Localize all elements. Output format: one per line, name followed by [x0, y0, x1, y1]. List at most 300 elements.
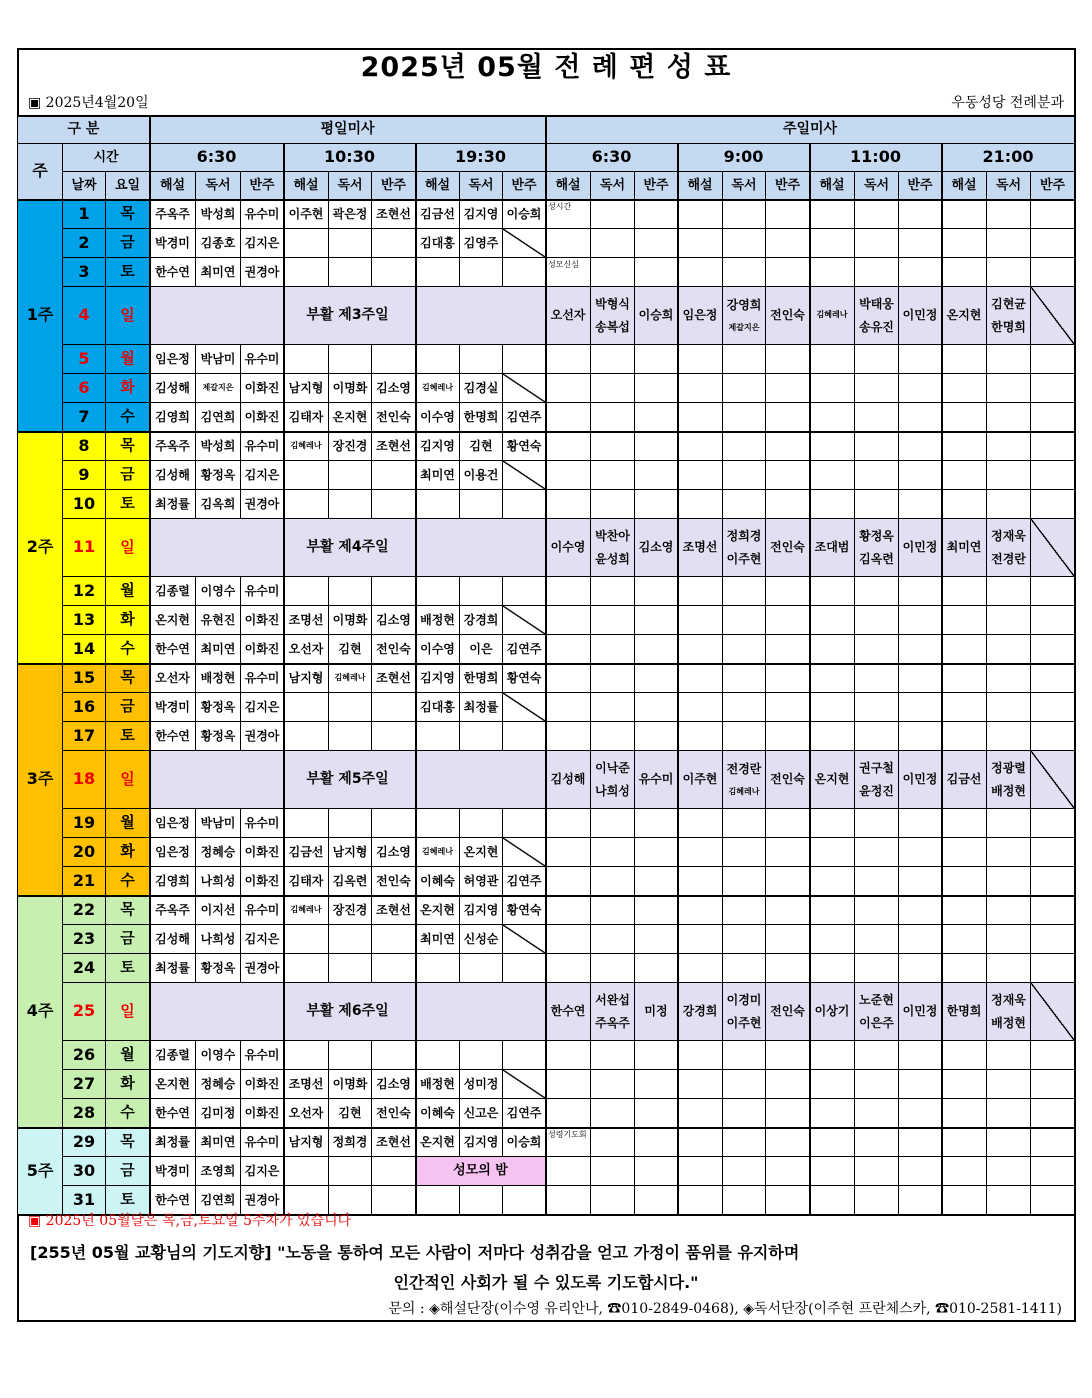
divider: [283, 144, 285, 1215]
sunday-slot: [987, 519, 1031, 577]
sunday-empty-slot: [766, 635, 810, 664]
minister-name: [329, 722, 372, 751]
sunday-slot: [942, 519, 987, 577]
sunday-empty-slot: [987, 896, 1031, 925]
minister-name: 배정현: [416, 1070, 460, 1099]
sunday-empty-slot: [987, 345, 1031, 374]
minister-name: 이명화: [329, 606, 372, 635]
minister-name: [460, 722, 503, 751]
minister-name: 미정: [644, 1004, 668, 1019]
sunday-empty-slot: [635, 461, 678, 490]
sunday-slot: [987, 983, 1031, 1041]
sunday-empty-slot: [1031, 925, 1075, 954]
contact-info: 문의 : ◈해설단장(이수영 유리안나, ☎010-2849-0468), ◈독서단장(이주현 프란체스카, ☎010-2581-1411): [388, 1301, 1062, 1317]
minister-name: [372, 1157, 416, 1186]
sunday-empty-slot: [766, 867, 810, 896]
minister-name: 황정옥: [196, 722, 241, 751]
minister-name: [284, 1041, 329, 1070]
week-label: 1주: [18, 200, 63, 432]
sunday-empty-slot: [899, 896, 942, 925]
minister-name: 나희성: [196, 867, 241, 896]
sunday-empty-slot: [855, 432, 899, 461]
minister-name: [503, 606, 546, 635]
sunday-slot: [678, 287, 723, 345]
sunday-empty-slot: [1031, 664, 1075, 693]
minister-name: 오선자: [550, 308, 586, 323]
sunday-empty-slot: [678, 664, 723, 693]
sunday-empty-slot: [899, 229, 942, 258]
minister-name: 김혜레나: [284, 896, 329, 925]
sunday-empty-slot: [1031, 461, 1075, 490]
minister-name: 유현진: [196, 606, 241, 635]
minister-name: 이화진: [241, 635, 284, 664]
sunday-slot: [591, 751, 635, 809]
sunday-empty-slot: [591, 200, 635, 229]
minister-name: 이혜숙: [416, 1099, 460, 1128]
day-of-week: 수: [106, 635, 150, 664]
sunday-empty-slot: [810, 693, 855, 722]
sunday-empty-slot: [987, 1128, 1031, 1157]
sunday-slot: [987, 287, 1031, 345]
sunday-empty-slot: [635, 693, 678, 722]
header-role: 해설: [810, 172, 855, 200]
header-role: 독서: [855, 172, 899, 200]
minister-name: 강경희: [682, 1004, 718, 1019]
sunday-empty-slot: [723, 1099, 766, 1128]
minister-name: 박경미: [150, 1157, 196, 1186]
sunday-empty-slot: [810, 1070, 855, 1099]
sunday-empty-slot: [1031, 345, 1075, 374]
minister-name: 정광렬: [991, 760, 1026, 775]
minister-name: [329, 693, 372, 722]
minister-name: [372, 809, 416, 838]
minister-name: [503, 1041, 546, 1070]
sunday-empty-slot: [942, 809, 987, 838]
sunday-empty-slot: [987, 490, 1031, 519]
minister-name: [416, 577, 460, 606]
sunday-slot: [1031, 751, 1075, 809]
sunday-empty-slot: [987, 461, 1031, 490]
sunday-empty-slot: [546, 229, 591, 258]
minister-name: [460, 490, 503, 519]
sunday-empty-slot: [942, 258, 987, 287]
sunday-empty-slot: [723, 809, 766, 838]
sunday-slot: [810, 519, 855, 577]
minister-name: 김영희: [150, 867, 196, 896]
sunday-empty-slot: [1031, 432, 1075, 461]
sunday-empty-slot: [591, 1186, 635, 1215]
minister-name: 김종호: [196, 229, 241, 258]
sunday-empty-slot: [810, 1099, 855, 1128]
minister-name: 김혜레나: [284, 432, 329, 461]
sunday-empty-slot: [635, 258, 678, 287]
minister-name: [503, 1186, 546, 1215]
minister-name: 온지현: [329, 403, 372, 432]
sunday-empty-slot: [723, 722, 766, 751]
sunday-empty-slot: [591, 664, 635, 693]
day-number: 15: [63, 664, 106, 693]
day-number: 8: [63, 432, 106, 461]
sunday-empty-slot: [678, 1128, 723, 1157]
sunday-empty-slot: [855, 1099, 899, 1128]
minister-name: 김성해: [150, 925, 196, 954]
minister-name: 정혜승: [196, 1070, 241, 1099]
sunday-empty-slot: [591, 374, 635, 403]
sunday-slot: [591, 287, 635, 345]
sunday-empty-slot: [678, 258, 723, 287]
minister-name: 김태자: [284, 403, 329, 432]
minister-name: 한수연: [550, 1004, 586, 1019]
sunday-empty-slot: [899, 664, 942, 693]
sunday-empty-slot: [678, 577, 723, 606]
sunday-slot: [987, 751, 1031, 809]
page-title: 2025년 05월 전 례 편 성 표: [360, 52, 732, 83]
sunday-empty-slot: [987, 374, 1031, 403]
sunday-empty-slot: [546, 432, 591, 461]
sunday-empty-slot: [942, 838, 987, 867]
sunday-slot: [1031, 519, 1075, 577]
minister-name: 전인숙: [372, 1099, 416, 1128]
sunday-empty-slot: [855, 925, 899, 954]
sunday-slot: [678, 983, 723, 1041]
minister-name: [329, 461, 372, 490]
header-role: 독서: [723, 172, 766, 200]
sunday-slot: [899, 983, 942, 1041]
minister-name: 김옥련: [859, 551, 894, 566]
day-number: 14: [63, 635, 106, 664]
minister-name: 전인숙: [372, 403, 416, 432]
day-of-week: 토: [106, 258, 150, 287]
minister-name: 김성해: [150, 461, 196, 490]
sunday-empty-slot: [591, 809, 635, 838]
slot-note: 성모신심: [546, 258, 591, 287]
sunday-empty-slot: [987, 200, 1031, 229]
minister-name: [503, 345, 546, 374]
sunday-empty-slot: [987, 867, 1031, 896]
minister-name: 임은정: [150, 809, 196, 838]
sunday-empty-slot: [899, 374, 942, 403]
minister-name: [416, 345, 460, 374]
sunday-empty-slot: [942, 403, 987, 432]
minister-name: 김지은: [241, 693, 284, 722]
sunday-empty-slot: [591, 693, 635, 722]
day-number: 4: [63, 287, 106, 345]
sunday-empty-slot: [678, 838, 723, 867]
sunday-empty-slot: [810, 1041, 855, 1070]
sunday-empty-slot: [546, 664, 591, 693]
day-of-week: 목: [106, 664, 150, 693]
sunday-empty-slot: [987, 664, 1031, 693]
sunday-empty-slot: [810, 722, 855, 751]
header-role: 해설: [678, 172, 723, 200]
day-of-week: 토: [106, 1186, 150, 1215]
sunday-slot: [766, 519, 810, 577]
sunday-empty-slot: [810, 200, 855, 229]
sunday-empty-slot: [723, 867, 766, 896]
sunday-empty-slot: [766, 1128, 810, 1157]
sunday-empty-slot: [942, 925, 987, 954]
minister-name: [372, 229, 416, 258]
sunday-empty-slot: [942, 490, 987, 519]
sunday-empty-slot: [810, 809, 855, 838]
header-role: 해설: [150, 172, 196, 200]
sunday-empty-slot: [635, 867, 678, 896]
sunday-empty-slot: [766, 577, 810, 606]
minister-name: 한명희: [460, 664, 503, 693]
sunday-empty-slot: [810, 954, 855, 983]
sunday-empty-slot: [810, 867, 855, 896]
sunday-empty-slot: [723, 1157, 766, 1186]
sunday-empty-slot: [899, 1128, 942, 1157]
sunday-empty-slot: [635, 1157, 678, 1186]
sunday-slot: [1031, 983, 1075, 1041]
header-role: 독서: [196, 172, 241, 200]
sunday-empty-slot: [723, 461, 766, 490]
minister-name: 전인숙: [372, 867, 416, 896]
sunday-slot: [899, 287, 942, 345]
minister-name: [460, 258, 503, 287]
sunday-empty-slot: [678, 461, 723, 490]
minister-name: 송복섭: [595, 319, 630, 334]
sunday-empty-slot: [810, 606, 855, 635]
sunday-slot: [723, 751, 766, 809]
sunday-empty-slot: [1031, 577, 1075, 606]
day-of-week: 일: [106, 751, 150, 809]
day-of-week: 토: [106, 490, 150, 519]
day-of-week: 화: [106, 374, 150, 403]
minister-name: 권경아: [241, 1186, 284, 1215]
minister-name: [460, 345, 503, 374]
sunday-empty-slot: [810, 258, 855, 287]
minister-name: 온지현: [150, 1070, 196, 1099]
sunday-empty-slot: [987, 954, 1031, 983]
minister-name: 이승희: [503, 200, 546, 229]
header-sunday-mass: 주일미사: [546, 116, 1075, 144]
sunday-empty-slot: [766, 229, 810, 258]
sunday-empty-slot: [635, 1128, 678, 1157]
organization: 우동성당 전례분과: [951, 95, 1064, 111]
sunday-empty-slot: [942, 896, 987, 925]
minister-name: 나희성: [196, 925, 241, 954]
minister-name: 강영희: [726, 298, 762, 312]
sunday-empty-slot: [591, 577, 635, 606]
sunday-empty-slot: [591, 1157, 635, 1186]
sunday-empty-slot: [987, 1157, 1031, 1186]
day-number: 16: [63, 693, 106, 722]
minister-name: [284, 229, 329, 258]
header-role: 해설: [942, 172, 987, 200]
week-label: 2주: [18, 432, 63, 664]
minister-name: 이명화: [329, 1070, 372, 1099]
sunday-empty-slot: [546, 809, 591, 838]
sunday-empty-slot: [1031, 200, 1075, 229]
minister-name: [284, 809, 329, 838]
minister-name: 유수미: [241, 432, 284, 461]
sunday-empty-slot: [591, 403, 635, 432]
sunday-empty-slot: [1031, 867, 1075, 896]
sunday-empty-slot: [723, 635, 766, 664]
sunday-empty-slot: [591, 1099, 635, 1128]
minister-name: 정혜승: [196, 838, 241, 867]
header-role: 독서: [591, 172, 635, 200]
minister-name: 이영수: [196, 577, 241, 606]
minister-name: [372, 1186, 416, 1215]
minister-name: [503, 577, 546, 606]
minister-name: 김지영: [460, 896, 503, 925]
sunday-empty-slot: [899, 1041, 942, 1070]
sunday-empty-slot: [766, 722, 810, 751]
sunday-slot: [899, 519, 942, 577]
minister-name: 한수연: [150, 1186, 196, 1215]
sunday-empty-slot: [591, 925, 635, 954]
day-number: 5: [63, 345, 106, 374]
sunday-slot: [678, 751, 723, 809]
sunday-empty-slot: [678, 490, 723, 519]
sunday-empty-slot: [723, 345, 766, 374]
header-week: 주: [18, 144, 63, 200]
day-of-week: 화: [106, 606, 150, 635]
header-role: 독서: [987, 172, 1031, 200]
sunday-empty-slot: [546, 577, 591, 606]
sunday-empty-slot: [723, 229, 766, 258]
sunday-empty-slot: [942, 461, 987, 490]
merged-event: 성모의 밤: [416, 1157, 546, 1186]
sunday-slot: [546, 751, 591, 809]
minister-name: [416, 1041, 460, 1070]
sunday-empty-slot: [810, 374, 855, 403]
minister-name: 김태자: [284, 867, 329, 896]
sunday-empty-slot: [591, 345, 635, 374]
minister-name: 황연숙: [503, 432, 546, 461]
header-weekday-mass: 평일미사: [150, 116, 546, 144]
minister-name: [329, 577, 372, 606]
day-of-week: 금: [106, 229, 150, 258]
sunday-empty-slot: [591, 838, 635, 867]
sunday-empty-slot: [723, 693, 766, 722]
day-of-week: 목: [106, 200, 150, 229]
header-role: 독서: [329, 172, 372, 200]
sunday-empty-slot: [723, 374, 766, 403]
sunday-empty-slot: [987, 577, 1031, 606]
sunday-slot: [899, 751, 942, 809]
sunday-empty-slot: [766, 664, 810, 693]
sunday-empty-slot: [942, 635, 987, 664]
minister-name: [503, 461, 546, 490]
minister-name: 최정률: [150, 954, 196, 983]
minister-name: 조영희: [196, 1157, 241, 1186]
sunday-empty-slot: [810, 1128, 855, 1157]
minister-name: [416, 722, 460, 751]
sunday-label: 부활 제6주일: [150, 983, 546, 1041]
minister-name: 박태웅: [859, 296, 894, 311]
day-number: 24: [63, 954, 106, 983]
sunday-empty-slot: [678, 693, 723, 722]
minister-name: 김지영: [416, 664, 460, 693]
sunday-empty-slot: [678, 1157, 723, 1186]
sunday-empty-slot: [899, 693, 942, 722]
day-number: 22: [63, 896, 106, 925]
day-number: 27: [63, 1070, 106, 1099]
minister-name: 김지은: [241, 1157, 284, 1186]
minister-name: [284, 258, 329, 287]
divider: [149, 116, 151, 1215]
sunday-empty-slot: [546, 490, 591, 519]
minister-name: 전인숙: [770, 540, 805, 555]
sunday-empty-slot: [635, 403, 678, 432]
sunday-slot: [942, 751, 987, 809]
sunday-empty-slot: [635, 345, 678, 374]
sunday-empty-slot: [635, 809, 678, 838]
sunday-empty-slot: [1031, 1186, 1075, 1215]
sunday-empty-slot: [723, 606, 766, 635]
minister-name: 남지형: [329, 838, 372, 867]
minister-name: 이주현: [284, 200, 329, 229]
sunday-empty-slot: [899, 258, 942, 287]
minister-name: 배정현: [196, 664, 241, 693]
minister-name: 주옥주: [150, 432, 196, 461]
slot-note: 성시간: [546, 200, 591, 229]
minister-name: 권경아: [241, 722, 284, 751]
minister-name: 이주현: [682, 772, 718, 787]
header-role: 독서: [460, 172, 503, 200]
day-number: 17: [63, 722, 106, 751]
sunday-empty-slot: [546, 635, 591, 664]
day-number: 19: [63, 809, 106, 838]
minister-name: 온지현: [946, 308, 982, 323]
header-category: 구 분: [18, 116, 150, 144]
header-time: 시간: [63, 144, 150, 172]
minister-name: 김혜레나: [416, 374, 460, 403]
minister-name: 제갈지은: [728, 322, 760, 332]
sunday-empty-slot: [635, 606, 678, 635]
sunday-slot: [635, 519, 678, 577]
sunday-slot: [635, 983, 678, 1041]
minister-name: 송유진: [859, 319, 894, 334]
minister-name: 이화진: [241, 1070, 284, 1099]
sunday-label: 부활 제5주일: [150, 751, 546, 809]
day-number: 21: [63, 867, 106, 896]
minister-name: 윤성희: [595, 551, 630, 566]
day-of-week: 토: [106, 954, 150, 983]
sunday-label: 부활 제3주일: [150, 287, 546, 345]
sunday-empty-slot: [591, 461, 635, 490]
day-number: 3: [63, 258, 106, 287]
sunday-empty-slot: [855, 403, 899, 432]
minister-name: 김소영: [372, 374, 416, 403]
sunday-empty-slot: [635, 664, 678, 693]
minister-name: 조현선: [372, 896, 416, 925]
day-number: 7: [63, 403, 106, 432]
minister-name: 정재욱: [991, 528, 1026, 543]
header-role: 해설: [416, 172, 460, 200]
minister-name: 장진경: [329, 432, 372, 461]
sunday-empty-slot: [899, 577, 942, 606]
minister-name: 신고은: [460, 1099, 503, 1128]
minister-name: 오선자: [284, 1099, 329, 1128]
minister-name: 이화진: [241, 838, 284, 867]
minister-name: 김영희: [150, 403, 196, 432]
minister-name: [284, 1157, 329, 1186]
minister-name: 이경미: [726, 992, 762, 1007]
sunday-empty-slot: [678, 722, 723, 751]
sunday-empty-slot: [766, 606, 810, 635]
sunday-empty-slot: [810, 461, 855, 490]
minister-name: 최미연: [416, 925, 460, 954]
minister-name: 이영수: [196, 1041, 241, 1070]
sunday-empty-slot: [1031, 722, 1075, 751]
minister-name: 권구철: [859, 760, 894, 775]
sunday-empty-slot: [855, 606, 899, 635]
